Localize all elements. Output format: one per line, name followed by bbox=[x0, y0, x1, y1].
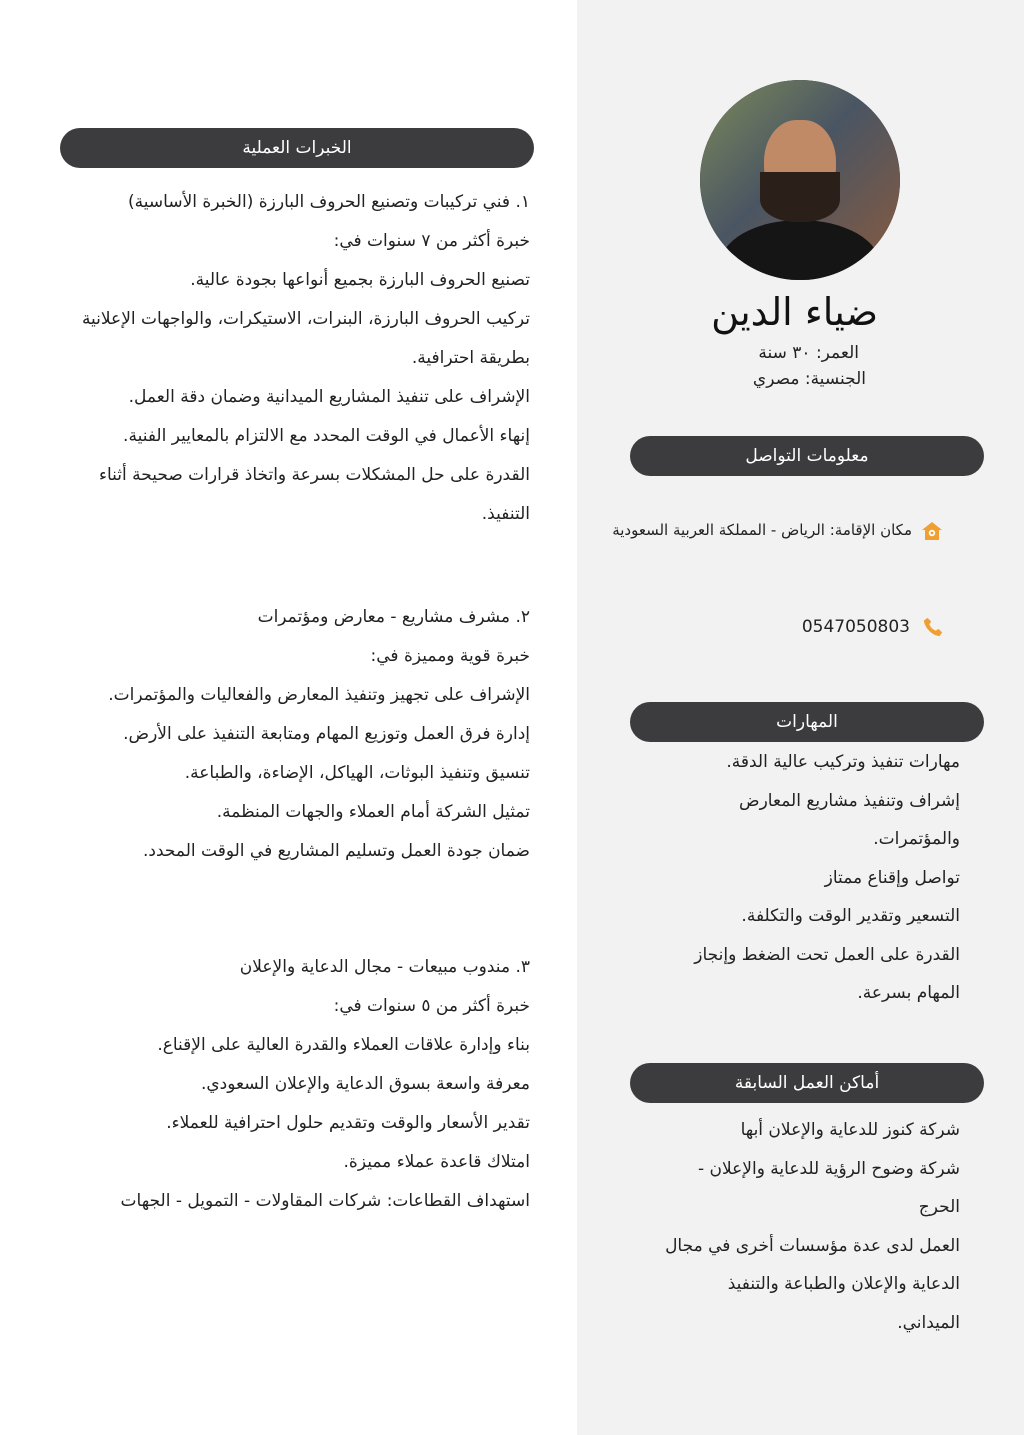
phone-icon bbox=[920, 616, 946, 642]
photo-beard bbox=[760, 172, 840, 222]
text-line: والمؤتمرات. bbox=[873, 829, 960, 849]
text-line: الإشراف على تنفيذ المشاريع الميدانية وضمان دقة العمل. bbox=[128, 387, 530, 407]
text-line: المهام بسرعة. bbox=[857, 983, 960, 1003]
profile-age: العمر: ٣٠ سنة bbox=[758, 343, 859, 363]
profile-photo bbox=[700, 80, 900, 280]
contact-section-header: معلومات التواصل bbox=[630, 436, 984, 476]
text-line: التنفيذ. bbox=[481, 504, 530, 524]
text-line: تواصل وإقناع ممتاز bbox=[824, 867, 960, 888]
text-line: الميداني. bbox=[897, 1312, 960, 1333]
text-line: القدرة على حل المشكلات بسرعة واتخاذ قرارات صحيحة أثناء bbox=[98, 465, 530, 485]
text-line: العمل لدى عدة مؤسسات أخرى في مجال bbox=[665, 1235, 960, 1256]
text-line: الدعاية والإعلان والطباعة والتنفيذ bbox=[727, 1274, 960, 1294]
text-line: الإشراف على تجهيز وتنفيذ المعارض والفعاليات والمؤتمرات. bbox=[108, 685, 530, 705]
text-line: بناء وإدارة علاقات العملاء والقدرة العالية على الإقناع. bbox=[157, 1035, 530, 1055]
text-line: خبرة قوية ومميزة في: bbox=[370, 646, 530, 666]
text-line: ٣. مندوب مبيعات - مجال الدعاية والإعلان bbox=[239, 957, 530, 977]
text-line: تمثيل الشركة أمام العملاء والجهات المنظمة. bbox=[216, 802, 530, 822]
text-line: إدارة فرق العمل وتوزيع المهام ومتابعة التنفيذ على الأرض. bbox=[123, 724, 530, 744]
home-pin-icon bbox=[919, 519, 945, 545]
text-line: إنهاء الأعمال في الوقت المحدد مع الالتزام بالمعايير الفنية. bbox=[123, 426, 530, 446]
previous-work-section-header: أماكن العمل السابقة bbox=[630, 1063, 984, 1103]
text-line: تركيب الحروف البارزة، البنرات، الاستيكرات، والواجهات الإعلانية bbox=[81, 309, 530, 329]
text-line: التسعير وتقدير الوقت والتكلفة. bbox=[741, 906, 960, 926]
text-line: إشراف وتنفيذ مشاريع المعارض bbox=[739, 790, 960, 811]
profile-nationality: الجنسية: مصري bbox=[752, 369, 866, 389]
text-line: شركة وضوح الرؤية للدعاية والإعلان - bbox=[697, 1158, 960, 1179]
contact-residence: مكان الإقامة: الرياض - المملكة العربية السعودية bbox=[612, 521, 912, 539]
text-line: خبرة أكثر من ٧ سنوات في: bbox=[333, 231, 530, 251]
text-line: تصنيع الحروف البارزة بجميع أنواعها بجودة عالية. bbox=[190, 270, 530, 290]
text-line: ١. فني تركيبات وتصنيع الحروف البارزة (الخبرة الأساسية) bbox=[128, 192, 530, 212]
experience-section-header: الخبرات العملية bbox=[60, 128, 534, 168]
contact-phone[interactable]: 0547050803 bbox=[801, 617, 910, 637]
text-line: مهارات تنفيذ وتركيب عالية الدقة. bbox=[726, 752, 960, 772]
text-line: تقدير الأسعار والوقت وتقديم حلول احترافية للعملاء. bbox=[166, 1113, 530, 1133]
profile-name: ضياء الدين bbox=[711, 290, 878, 334]
text-line: خبرة أكثر من ٥ سنوات في: bbox=[333, 996, 530, 1016]
text-line: بطريقة احترافية. bbox=[411, 348, 530, 368]
skills-section-header: المهارات bbox=[630, 702, 984, 742]
text-line: امتلاك قاعدة عملاء مميزة. bbox=[343, 1152, 530, 1172]
text-line: ٢. مشرف مشاريع - معارض ومؤتمرات bbox=[257, 607, 530, 627]
text-line: ضمان جودة العمل وتسليم المشاريع في الوقت المحدد. bbox=[143, 841, 530, 861]
text-line: القدرة على العمل تحت الضغط وإنجاز bbox=[694, 944, 960, 965]
text-line: شركة كنوز للدعاية والإعلان أبها bbox=[740, 1120, 960, 1140]
text-line: الحرج bbox=[918, 1197, 960, 1217]
text-line: استهداف القطاعات: شركات المقاولات - التمويل - الجهات bbox=[120, 1191, 530, 1211]
text-line: معرفة واسعة بسوق الدعاية والإعلان السعودي. bbox=[200, 1074, 530, 1094]
text-line: تنسيق وتنفيذ البوثات، الهياكل، الإضاءة، والطباعة. bbox=[184, 763, 530, 783]
